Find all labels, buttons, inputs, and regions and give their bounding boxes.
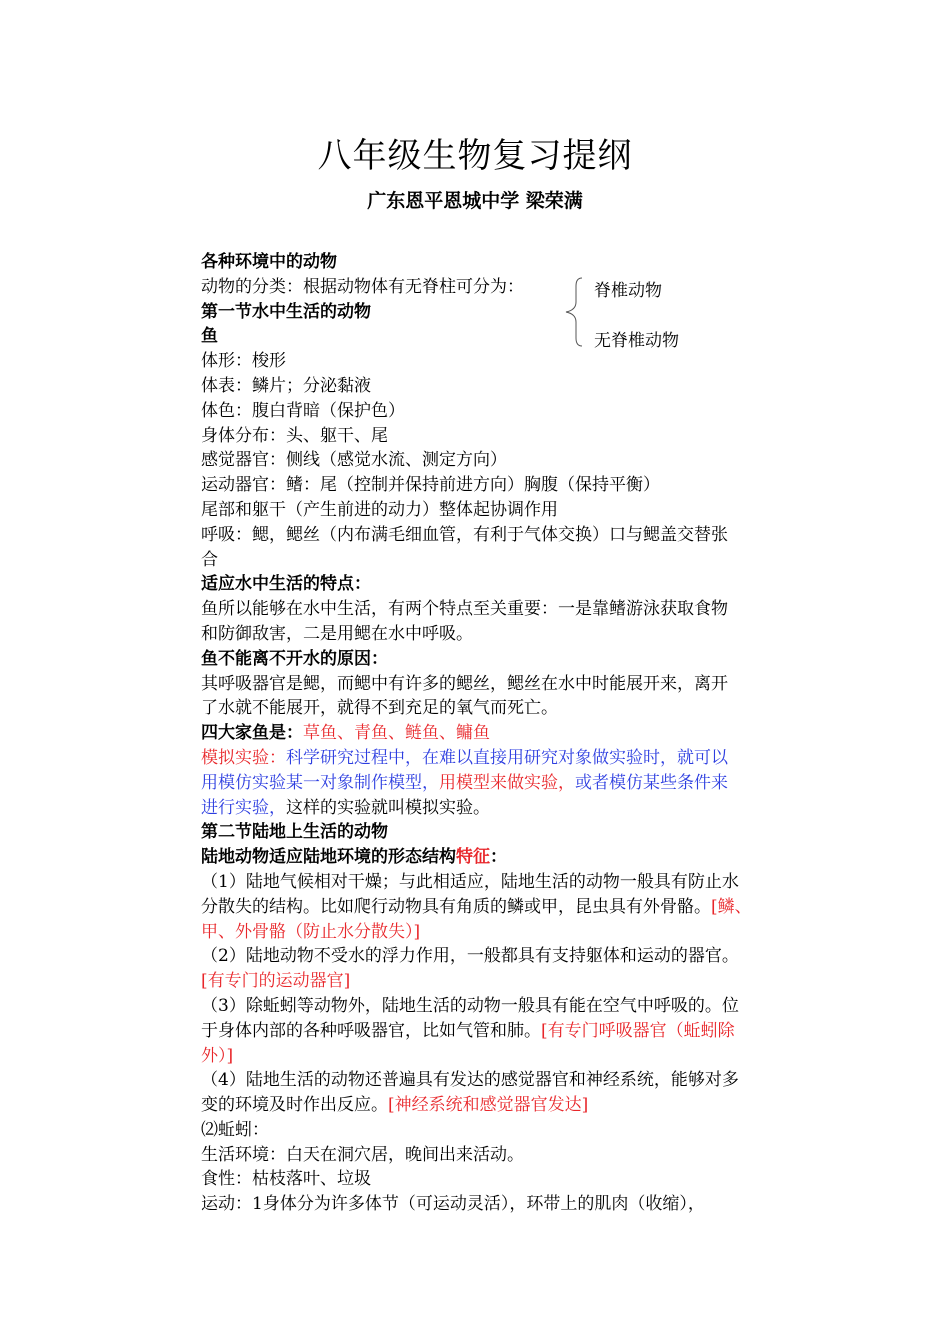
text-segment: 四大家鱼是： [201,723,303,744]
document-body [201,250,811,1217]
text-line [201,275,811,300]
text-line [201,1019,811,1044]
text-segment: 各种环境中的动物 [201,252,337,272]
text-line [201,796,811,821]
text-segment: 适应水中生活的特点： [201,574,371,595]
text-line [201,250,811,275]
text-segment: 陆地动物适应陆地环境的形态结构 [201,847,456,868]
text-segment: 草鱼、青鱼、鲢鱼、鳙鱼 [303,723,490,744]
text-segment: 呼吸：鳃，鳃丝（内布满毛细血管，有利于气体交换）口与鳃盖交替张 [201,524,728,545]
text-line [201,548,811,573]
text-line [201,1143,811,1168]
text-line [201,1068,811,1093]
text-segment: 甲、外骨骼（防止水分散失）] [201,921,421,942]
text-line [201,820,811,845]
text-segment: ⑵蚯蚓： [201,1119,269,1140]
vertebrate-label: 脊椎动物 [594,281,662,301]
text-segment: 或者模仿某些条件来 [575,772,728,793]
document-subtitle: 广东恩平恩城中学 梁荣满 [367,190,583,212]
text-line [201,399,811,424]
text-segment: 鱼 [201,326,218,347]
text-segment: 身体分布：头、躯干、尾 [201,425,388,446]
text-segment: 体形：梭形 [201,351,286,372]
text-segment: 鱼不能离不开水的原因： [201,648,388,669]
text-line [201,597,811,622]
text-segment: 鱼所以能够在水中生活，有两个特点至关重要：一是靠鳍游泳获取食物 [201,599,728,620]
text-segment: 尾部和躯干（产生前进的动力）整体起协调作用 [201,499,558,520]
text-line [201,300,811,325]
text-line [201,845,811,870]
text-line [201,920,811,945]
text-segment: 模拟实验： [201,747,286,768]
text-line [201,1093,811,1118]
text-segment: （2）陆地动物不受水的浮力作用，一般都具有支持躯体和运动的器官。 [201,946,739,967]
text-segment: 运动器官：鳍：尾（控制并保持前进方向）胸腹（保持平衡） [201,475,660,496]
invertebrate-label: 无脊椎动物 [594,331,679,351]
text-segment: 运动：1身体分为许多体节（可运动灵活），环带上的肌肉（收缩）， [201,1194,705,1215]
text-line [201,1044,811,1069]
text-line [201,448,811,473]
text-line [201,721,811,746]
text-line [201,424,811,449]
text-segment: 体色：腹白背暗（保护色） [201,400,405,421]
text-segment: 这样的实验就叫模拟实验。 [286,797,490,818]
text-segment: 第二节陆地上生活的动物 [201,822,388,843]
document-title: 八年级生物复习提纲 [317,136,633,176]
text-segment: 其呼吸器官是鳃，而鳃中有许多的鳃丝，鳃丝在水中时能展开来，离开 [201,673,728,694]
text-line [201,746,811,771]
text-segment: 科学研究过程中，在难以直接用研究对象做实验时，就可以 [286,747,728,768]
text-segment: 第一节水中生活的动物 [201,301,371,322]
text-segment: [鳞、 [711,896,752,917]
text-segment: 于身体内部的各种呼吸器官，比如气管和肺。 [201,1020,541,1041]
text-line [201,647,811,672]
text-segment: 特征 [456,847,490,868]
text-line [201,622,811,647]
text-line [201,349,811,374]
text-segment: ： [490,847,507,868]
text-segment: 用模仿实验某一对象制作模型， [201,772,439,793]
text-segment: 进行实验， [201,797,286,818]
text-segment: 合 [201,549,218,570]
text-segment: 和防御敌害，二是用鳃在水中呼吸。 [201,623,473,644]
text-line [201,1192,811,1217]
text-line [201,771,811,796]
text-segment: （4）陆地生活的动物还普遍具有发达的感觉器官和神经系统，能够对多 [201,1070,739,1091]
text-line [201,895,811,920]
text-line [201,473,811,498]
text-segment: 分散失的结构。比如爬行动物具有角质的鳞或甲，昆虫具有外骨骼。 [201,896,711,917]
text-line [201,324,811,349]
text-line [201,969,811,994]
text-line [201,994,811,1019]
text-segment: 生活环境：白天在洞穴居，晚间出来活动。 [201,1144,524,1165]
text-segment: 变的环境及时作出反应。 [201,1095,388,1116]
text-segment: 体表：鳞片；分泌黏液 [201,375,371,396]
text-segment: [有专门呼吸器官（蚯蚓除 [541,1020,735,1041]
text-line [201,374,811,399]
text-segment: 动物的分类：根据动物体有无脊柱可分为： [201,276,524,297]
text-segment: 食性：枯枝落叶、垃圾 [201,1169,371,1190]
text-line [201,572,811,597]
text-line [201,523,811,548]
text-segment: 用模型来做实验， [439,772,575,793]
text-segment: 外）] [201,1045,234,1066]
text-line [201,696,811,721]
text-line [201,1118,811,1143]
text-segment: （1）陆地气候相对干燥；与此相适应，陆地生活的动物一般具有防止水 [201,871,739,892]
text-segment: （3）除蚯蚓等动物外，陆地生活的动物一般具有能在空气中呼吸的。位 [201,995,739,1016]
text-line [201,672,811,697]
text-segment: [神经系统和感觉器官发达] [388,1095,589,1116]
text-line [201,944,811,969]
text-line [201,870,811,895]
text-line [201,498,811,523]
text-segment: [有专门的运动器官] [201,971,351,992]
text-line [201,1167,811,1192]
text-segment: 了水就不能展开，就得不到充足的氧气而死亡。 [201,698,558,719]
text-segment: 感觉器官：侧线（感觉水流、测定方向） [201,450,507,471]
